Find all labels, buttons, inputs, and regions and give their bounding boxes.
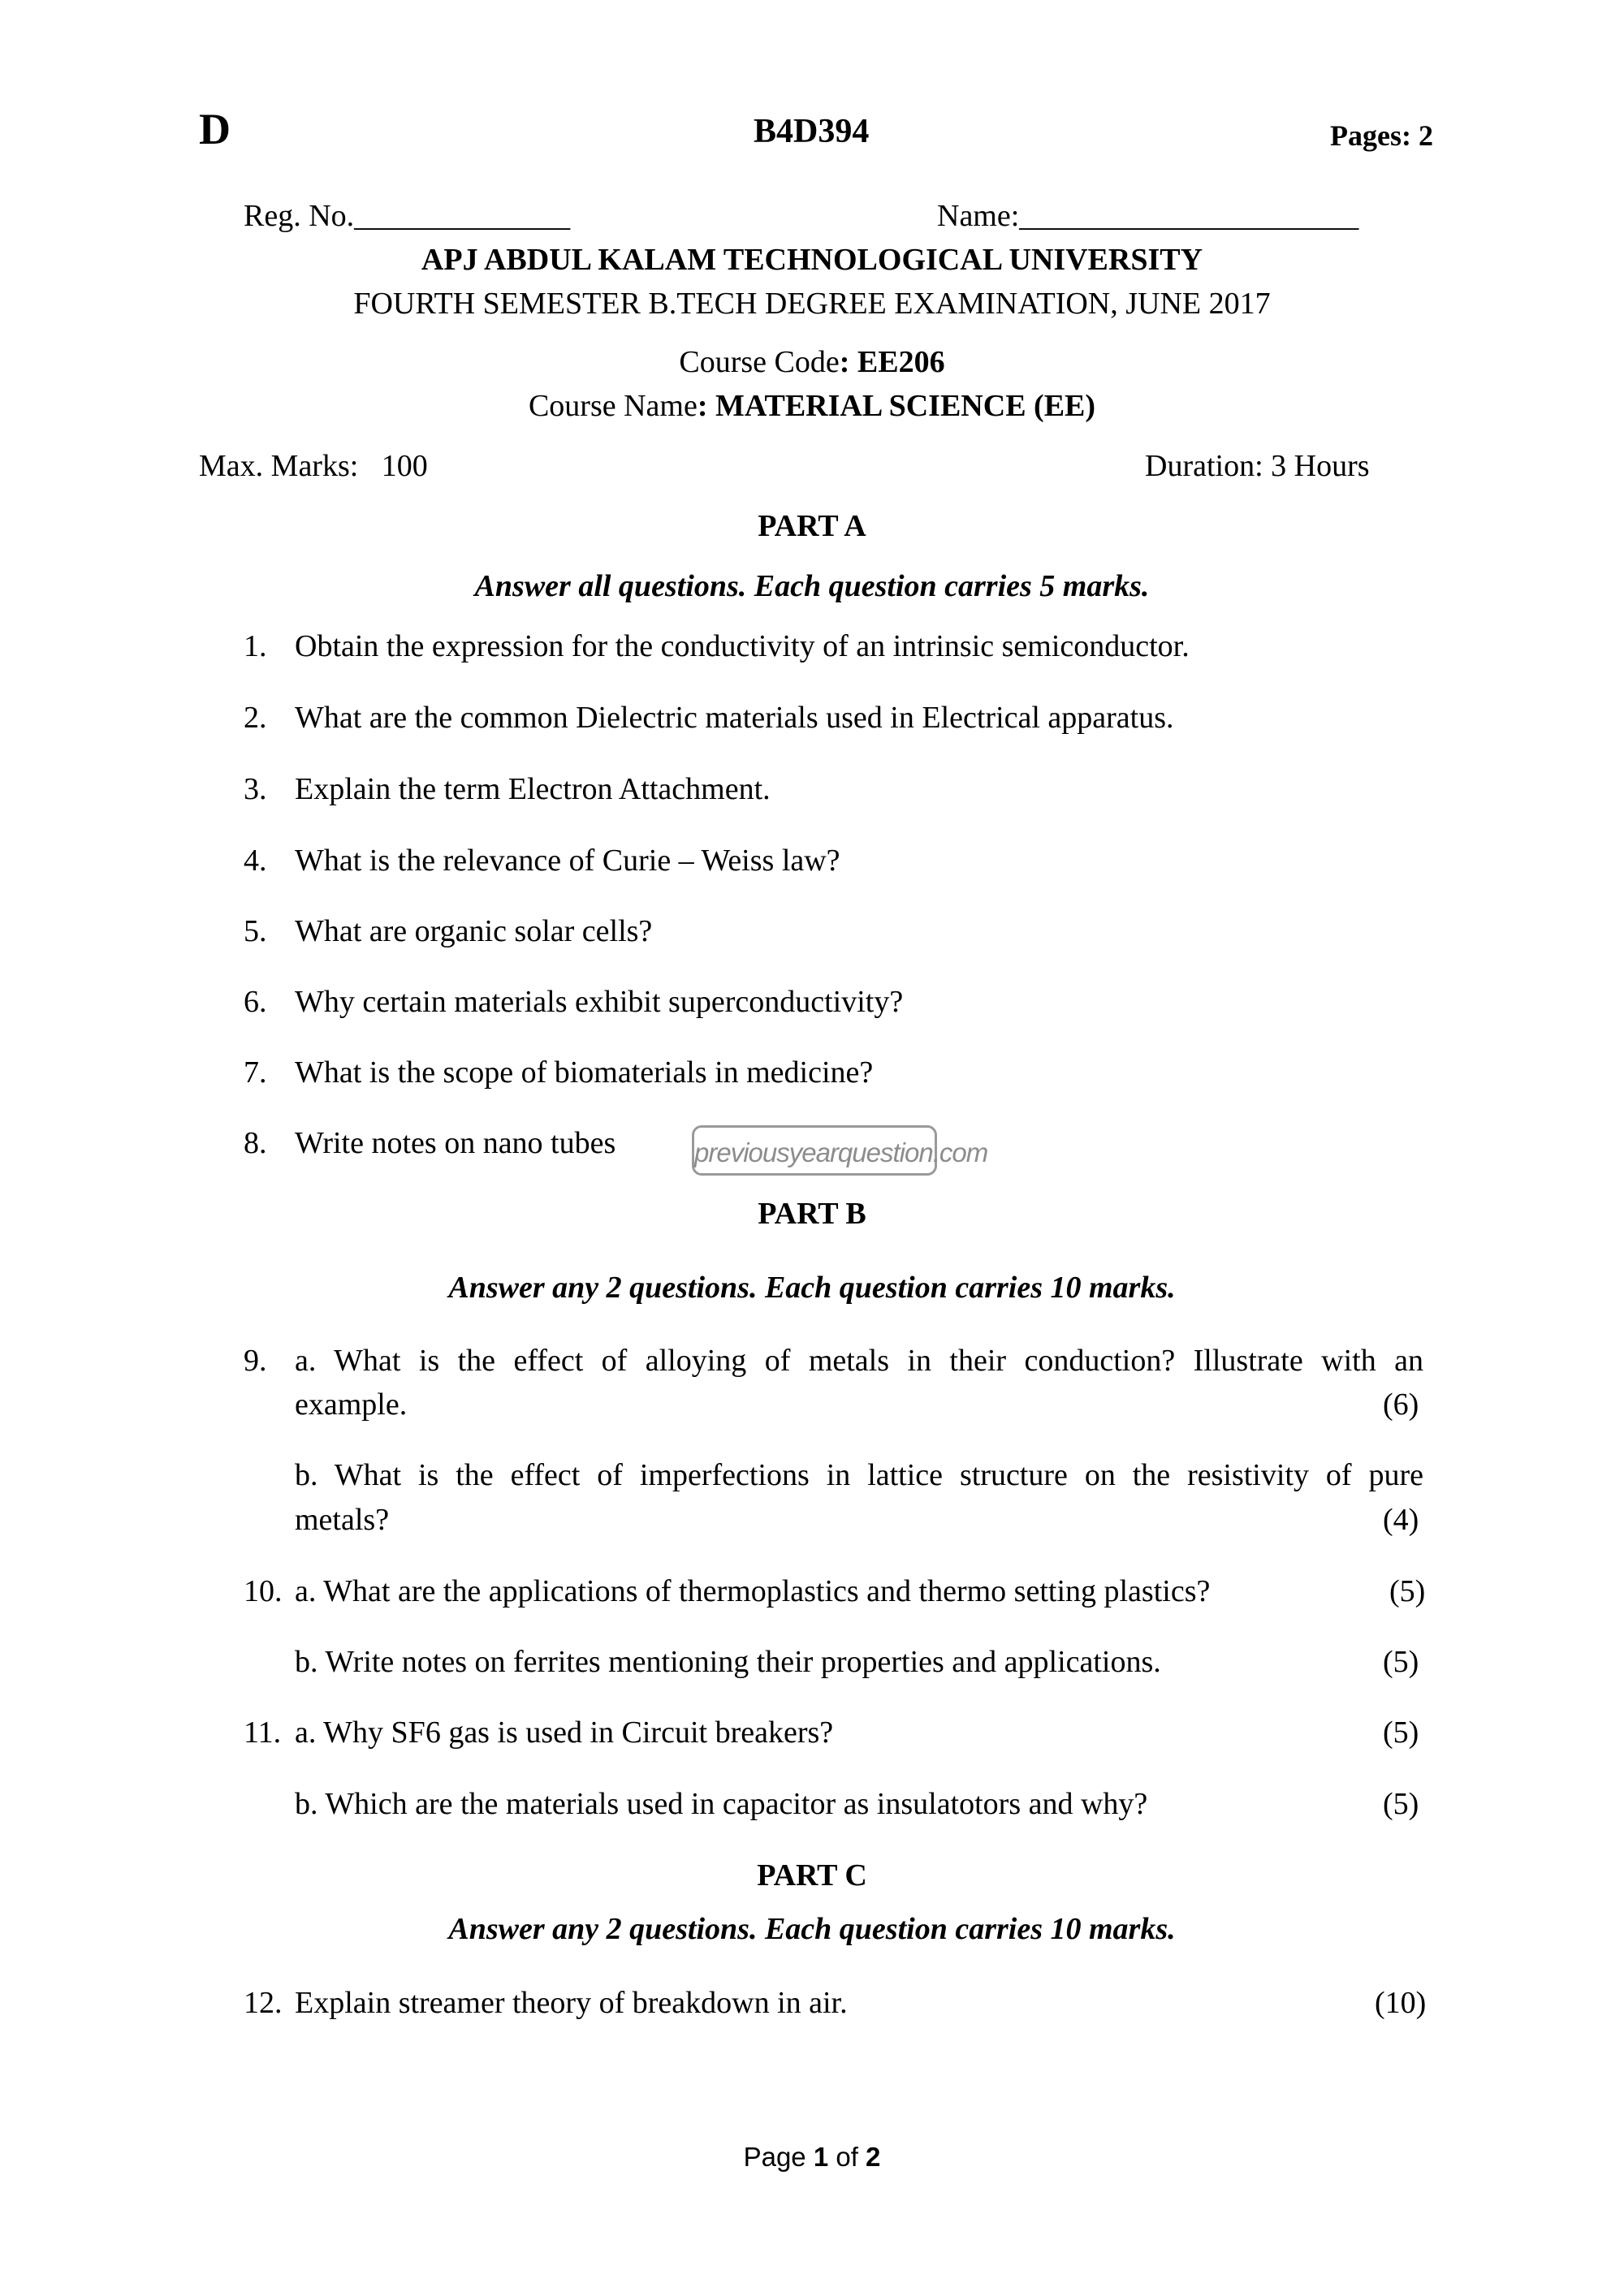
university-name: APJ ABDUL KALAM TECHNOLOGICAL UNIVERSITY xyxy=(421,243,1203,277)
question-10b-text: b. Write notes on ferrites mentioning their properties and applications. xyxy=(295,1645,1161,1679)
question-text: Why certain materials exhibit superconductivity? xyxy=(295,985,904,1019)
paper-code: B4D394 xyxy=(754,113,870,150)
question-text: What is the relevance of Curie – Weiss law? xyxy=(295,844,840,878)
course-code-value: : EE206 xyxy=(839,345,945,379)
question-number: 8. xyxy=(244,1126,267,1160)
footer-prefix: Page xyxy=(743,2142,814,2172)
question-11a-text: a. Why SF6 gas is used in Circuit breakers? xyxy=(295,1716,834,1750)
question-12-text: Explain streamer theory of breakdown in air. xyxy=(295,1986,848,2020)
part-b-title: PART B xyxy=(758,1197,866,1231)
course-code xyxy=(0,344,1624,380)
question-number: 1. xyxy=(244,629,267,663)
question-number: 9. xyxy=(244,1344,267,1378)
part-c-instruction: Answer any 2 questions. Each question carries 10 marks. xyxy=(448,1912,1176,1946)
marks: (5) xyxy=(1383,1645,1419,1679)
question-number: 10. xyxy=(244,1574,283,1608)
course-code-label: Course Code xyxy=(679,345,840,379)
question-text: Explain the term Electron Attachment. xyxy=(295,772,771,806)
exam-title: FOURTH SEMESTER B.TECH DEGREE EXAMINATION, JUNE 2017 xyxy=(353,287,1271,321)
watermark-logo: previousyearquestion.com xyxy=(692,1125,937,1176)
part-c-title: PART C xyxy=(757,1858,867,1892)
question-text: What is the scope of biomaterials in medicine? xyxy=(295,1055,874,1090)
marks: (5) xyxy=(1389,1574,1426,1608)
page-count: Pages: 2 xyxy=(1330,119,1433,152)
question-number: 2. xyxy=(244,701,267,735)
footer-page-number: 1 xyxy=(813,2142,829,2172)
course-name-value: : MATERIAL SCIENCE (EE) xyxy=(697,389,1096,423)
marks: (10) xyxy=(1375,1986,1427,2020)
question-text: Write notes on nano tubes xyxy=(295,1126,616,1160)
marks: (5) xyxy=(1383,1716,1419,1750)
footer-page-total: 2 xyxy=(866,2142,881,2172)
max-marks: Max. Marks: 100 xyxy=(199,449,428,483)
question-9b-text-cont: metals? xyxy=(295,1503,390,1537)
question-text: What are organic solar cells? xyxy=(295,914,653,948)
duration: Duration: 3 Hours xyxy=(1145,449,1370,483)
question-number: 6. xyxy=(244,985,267,1019)
marks: (5) xyxy=(1383,1787,1419,1821)
question-10a-text: a. What are the applications of thermoplastics and thermo setting plastics? xyxy=(295,1574,1211,1608)
reg-no-field: Reg. No.______________ xyxy=(244,199,571,233)
question-number: 3. xyxy=(244,772,267,806)
question-text: What are the common Dielectric materials used in Electrical apparatus. xyxy=(295,701,1174,735)
marks: (6) xyxy=(1383,1388,1419,1422)
question-number: 5. xyxy=(244,914,267,948)
part-b-instruction: Answer any 2 questions. Each question carries 10 marks. xyxy=(448,1271,1176,1305)
question-9b-text: b. What is the effect of imperfections in lattice structure on the resistivity of pure xyxy=(295,1458,1423,1492)
question-number: 12. xyxy=(244,1986,283,2020)
footer-of: of xyxy=(828,2142,866,2172)
question-9a-text-cont: example. xyxy=(295,1388,408,1422)
question-text: Obtain the expression for the conductivity of an intrinsic semiconductor. xyxy=(295,629,1190,663)
question-9a-text: a. What is the effect of alloying of metals in their conduction? Illustrate with an xyxy=(295,1344,1423,1378)
page-footer xyxy=(0,2142,1624,2173)
course-name xyxy=(0,388,1624,424)
course-name-label: Course Name xyxy=(528,389,698,423)
marks: (4) xyxy=(1383,1503,1419,1537)
question-number: 7. xyxy=(244,1055,267,1090)
part-a-instruction: Answer all questions. Each question carries 5 marks. xyxy=(474,569,1150,603)
part-a-title: PART A xyxy=(758,509,866,543)
set-letter: D xyxy=(199,105,231,153)
question-number: 11. xyxy=(244,1716,282,1750)
name-field: Name:______________________ xyxy=(937,199,1359,233)
question-11b-text: b. Which are the materials used in capacitor as insulatotors and why? xyxy=(295,1787,1148,1821)
question-number: 4. xyxy=(244,844,267,878)
